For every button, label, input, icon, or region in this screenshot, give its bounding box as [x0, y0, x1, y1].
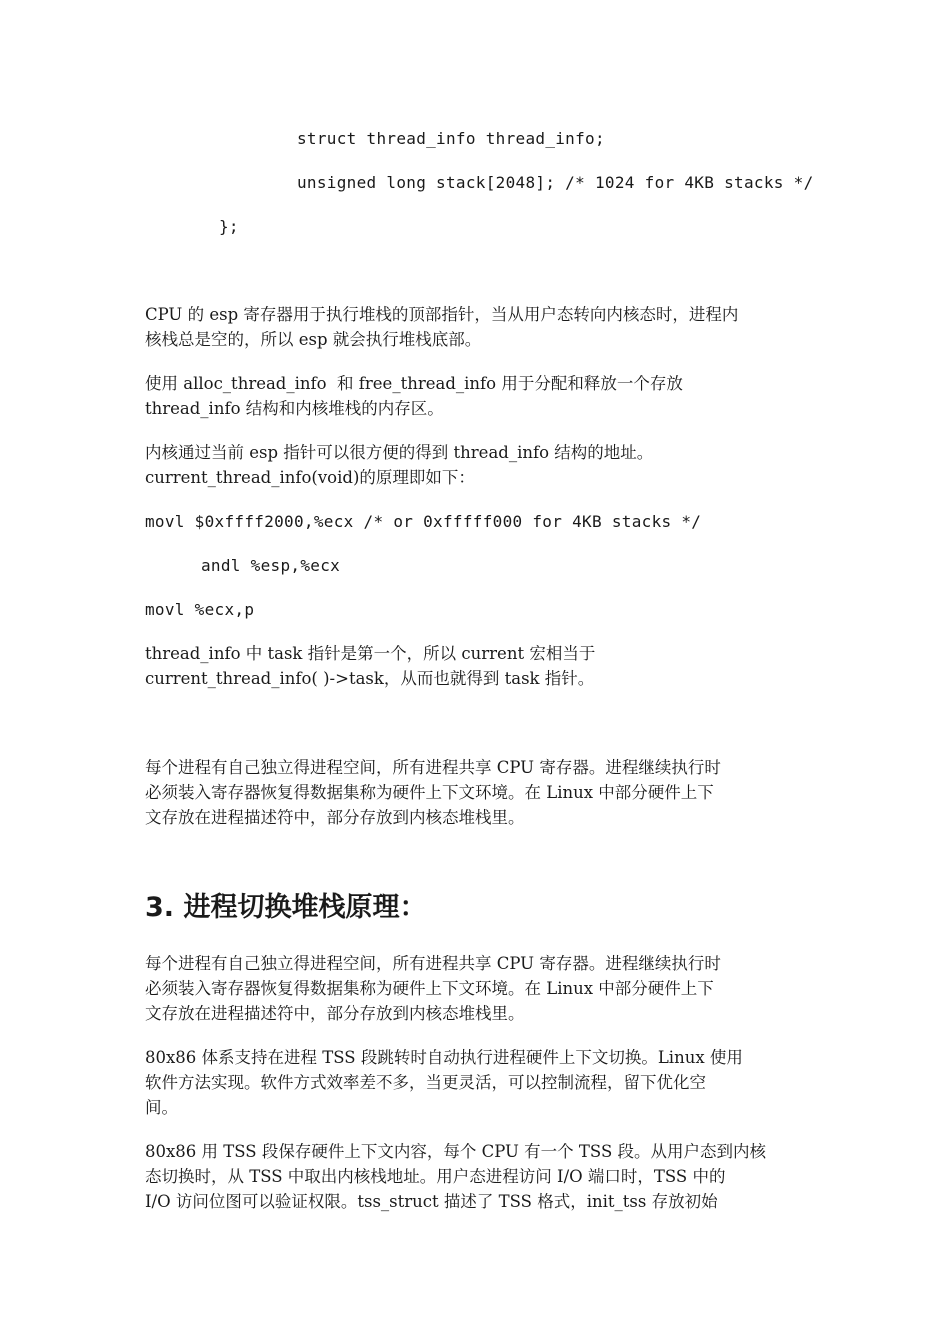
asm-line-andl: andl %esp,%ecx: [201, 556, 341, 575]
paragraph-line: 每个进程有自己独立得进程空间，所有进程共享 CPU 寄存器。进程继续执行时: [145, 758, 721, 777]
code-line-thread-info: struct thread_info thread_info;: [297, 129, 605, 148]
section-heading: 3. 进程切换堆栈原理：: [145, 892, 427, 923]
paragraph-line: CPU 的 esp 寄存器用于执行堆栈的顶部指针，当从用户态转向内核态时，进程内: [145, 305, 739, 324]
paragraph-line: thread_info 结构和内核堆栈的内存区。: [145, 399, 444, 418]
paragraph-hardware-context-repeat: [145, 951, 810, 1026]
paragraph-line: I/O 访问位图可以验证权限。tss_struct 描述了 TSS 格式，init_tss 存放初始: [145, 1192, 718, 1211]
paragraph-line: 必须装入寄存器恢复得数据集称为硬件上下文环境。在 Linux 中部分硬件上下: [145, 979, 714, 998]
paragraph-line: 间。: [145, 1098, 178, 1117]
paragraph-line: 内核通过当前 esp 指针可以很方便的得到 thread_info 结构的地址。: [145, 443, 654, 462]
paragraph-line: 文存放在进程描述符中，部分存放到内核态堆栈里。: [145, 808, 525, 827]
paragraph-tss-switch: [145, 1045, 810, 1120]
paragraph-current-thread-info: [145, 440, 810, 490]
asm-line-movl-mask: movl $0xffff2000,%ecx /* or 0xfffff000 for 4KB stacks */: [145, 512, 702, 531]
paragraph-esp: [145, 302, 810, 352]
asm-line-movl-p: movl %ecx,p: [145, 600, 255, 619]
paragraph-hardware-context: [145, 755, 810, 830]
code-line-stack: unsigned long stack[2048]; /* 1024 for 4KB stacks */: [297, 173, 814, 192]
paragraph-tss-segment: [145, 1139, 810, 1214]
paragraph-line: 文存放在进程描述符中，部分存放到内核态堆栈里。: [145, 1004, 525, 1023]
paragraph-line: current_thread_info( )->task，从而也就得到 task 指针。: [145, 669, 595, 688]
paragraph-line: 80x86 用 TSS 段保存硬件上下文内容，每个 CPU 有一个 TSS 段。从用户态到内核: [145, 1142, 766, 1161]
paragraph-line: 每个进程有自己独立得进程空间，所有进程共享 CPU 寄存器。进程继续执行时: [145, 954, 721, 973]
paragraph-alloc: [145, 371, 810, 421]
code-line-close-brace: };: [219, 217, 239, 236]
paragraph-line: 态切换时，从 TSS 中取出内核栈地址。用户态进程访问 I/O 端口时，TSS 中的: [145, 1167, 726, 1186]
paragraph-line: 软件方法实现。软件方式效率差不多，当更灵活，可以控制流程，留下优化空: [145, 1073, 706, 1092]
paragraph-line: 80x86 体系支持在进程 TSS 段跳转时自动执行进程硬件上下文切换。Linux 使用: [145, 1048, 743, 1067]
paragraph-line: thread_info 中 task 指针是第一个，所以 current 宏相当于: [145, 644, 596, 663]
paragraph-task-pointer: [145, 641, 810, 691]
paragraph-line: 必须装入寄存器恢复得数据集称为硬件上下文环境。在 Linux 中部分硬件上下: [145, 783, 714, 802]
paragraph-line: 核栈总是空的，所以 esp 就会执行堆栈底部。: [145, 330, 482, 349]
paragraph-line: 使用 alloc_thread_info 和 free_thread_info 用于分配和释放一个存放: [145, 374, 683, 393]
paragraph-line: current_thread_info(void)的原理即如下：: [145, 468, 475, 487]
